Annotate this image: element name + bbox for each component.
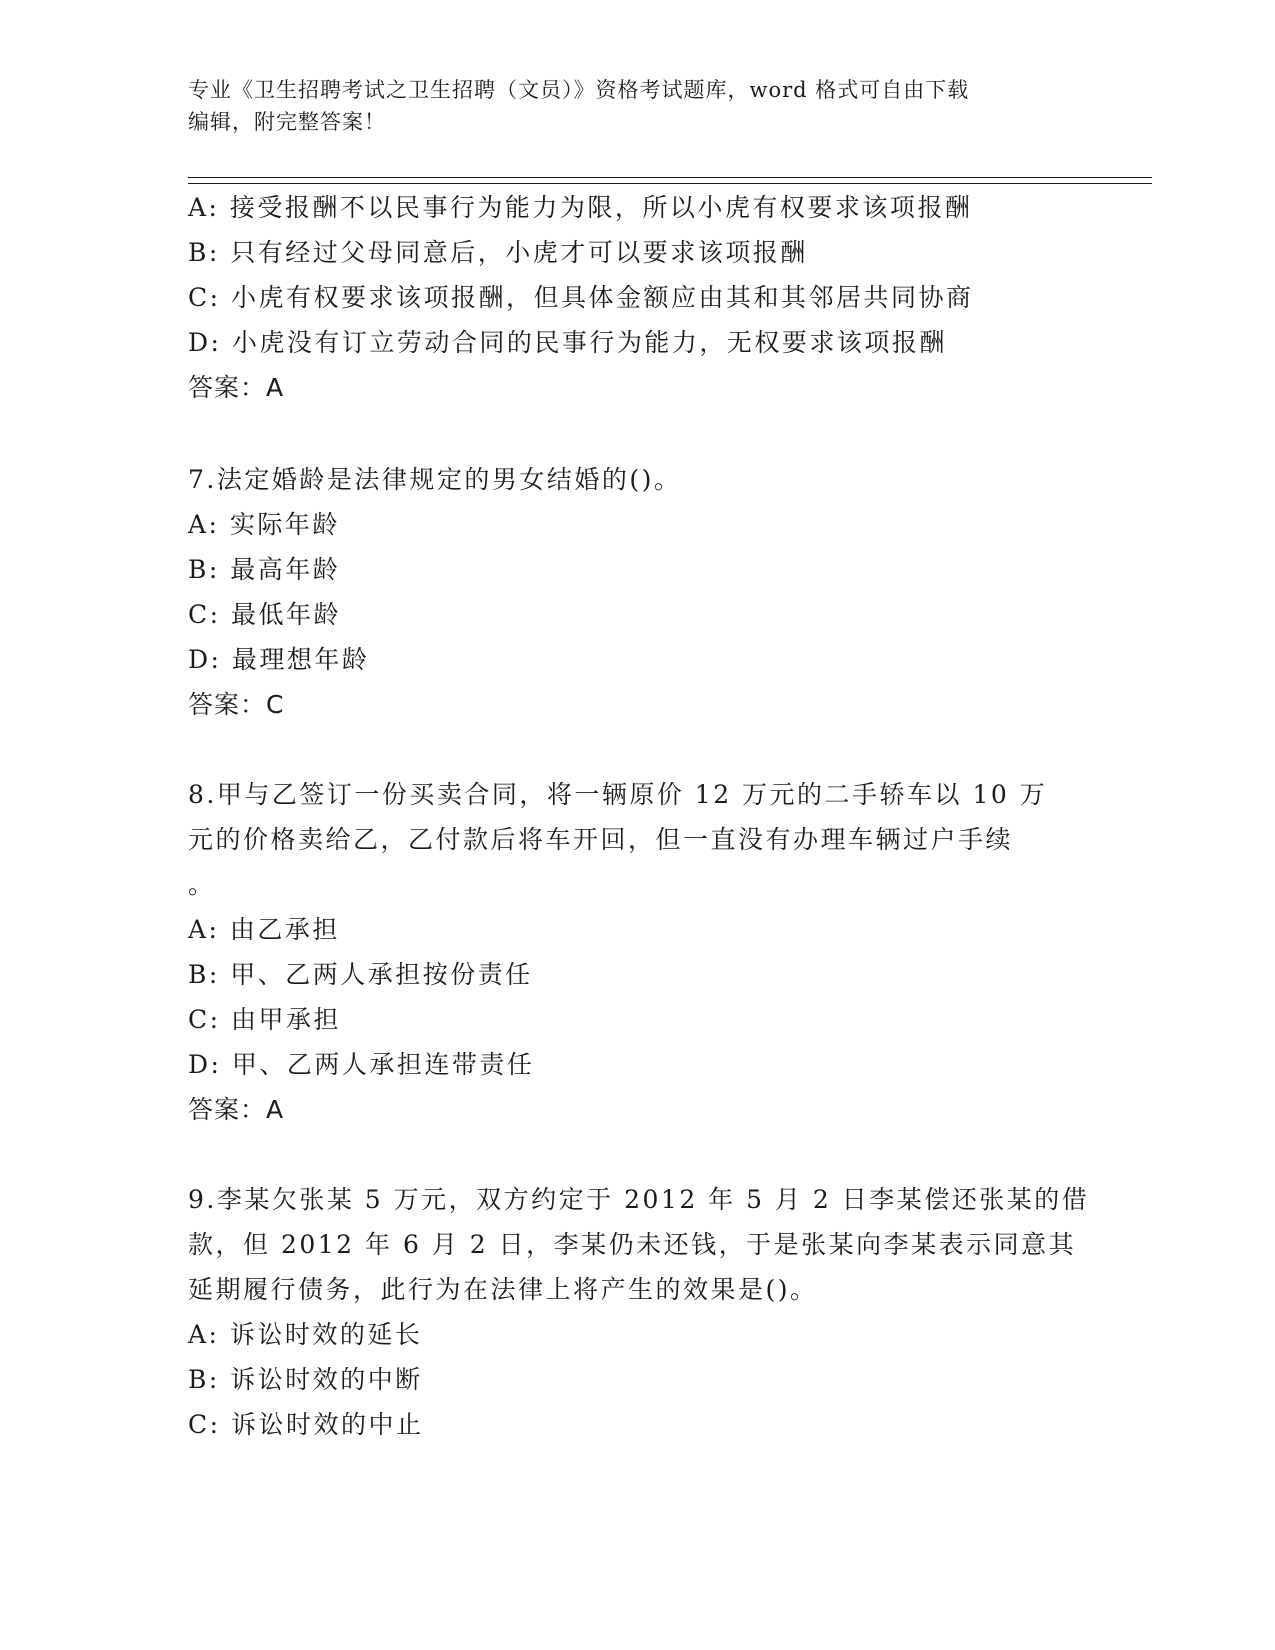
q6-option-c: C: 小虎有权要求该项报酬，但具体金额应由其和其邻居共同协商 bbox=[188, 283, 974, 312]
q7-option-a: A: 实际年龄 bbox=[188, 510, 340, 539]
q9-stem-line-1: 9.李某欠张某 5 万元，双方约定于 2012 年 5 月 2 日李某偿还张某的借 bbox=[188, 1185, 1090, 1214]
q7-option-d: D: 最理想年龄 bbox=[188, 645, 370, 674]
q8-stem-line-1: 8.甲与乙签订一份买卖合同，将一辆原价 12 万元的二手轿车以 10 万 bbox=[188, 780, 1048, 809]
header-divider-top bbox=[188, 177, 1152, 178]
header-line-1: 专业《卫生招聘考试之卫生招聘（文员）》资格考试题库，word 格式可自由下载 bbox=[188, 78, 970, 102]
q6-option-d: D: 小虎没有订立劳动合同的民事行为能力，无权要求该项报酬 bbox=[188, 328, 947, 357]
header-line-2: 编辑，附完整答案！ bbox=[188, 110, 386, 134]
q7-stem: 7.法定婚龄是法律规定的男女结婚的()。 bbox=[188, 465, 682, 494]
q8-option-b: B: 甲、乙两人承担按份责任 bbox=[188, 960, 533, 989]
q6-answer: 答案：A bbox=[188, 373, 285, 402]
q7-answer: 答案：C bbox=[188, 690, 285, 719]
q8-stem-line-3: 。 bbox=[188, 870, 216, 899]
q8-option-c: C: 由甲承担 bbox=[188, 1005, 341, 1034]
q8-option-a: A: 由乙承担 bbox=[188, 915, 340, 944]
q8-answer: 答案：A bbox=[188, 1095, 285, 1124]
q9-stem-line-2: 款，但 2012 年 6 月 2 日，李某仍未还钱，于是张某向李某表示同意其 bbox=[188, 1230, 1077, 1259]
q9-option-a: A: 诉讼时效的延长 bbox=[188, 1320, 423, 1349]
q9-stem-line-3: 延期履行债务，此行为在法律上将产生的效果是()。 bbox=[188, 1275, 818, 1304]
q6-option-b: B: 只有经过父母同意后，小虎才可以要求该项报酬 bbox=[188, 238, 808, 267]
q8-option-d: D: 甲、乙两人承担连带责任 bbox=[188, 1050, 535, 1079]
q9-option-c: C: 诉讼时效的中止 bbox=[188, 1410, 424, 1439]
q7-option-b: B: 最高年龄 bbox=[188, 555, 341, 584]
q9-option-b: B: 诉讼时效的中断 bbox=[188, 1365, 423, 1394]
header-divider-bottom bbox=[188, 183, 1152, 184]
q6-option-a: A: 接受报酬不以民事行为能力为限，所以小虎有权要求该项报酬 bbox=[188, 193, 973, 222]
document-header bbox=[188, 74, 1088, 138]
q7-option-c: C: 最低年龄 bbox=[188, 600, 341, 629]
q8-stem-line-2: 元的价格卖给乙，乙付款后将车开回，但一直没有办理车辆过户手续 bbox=[188, 825, 1014, 854]
